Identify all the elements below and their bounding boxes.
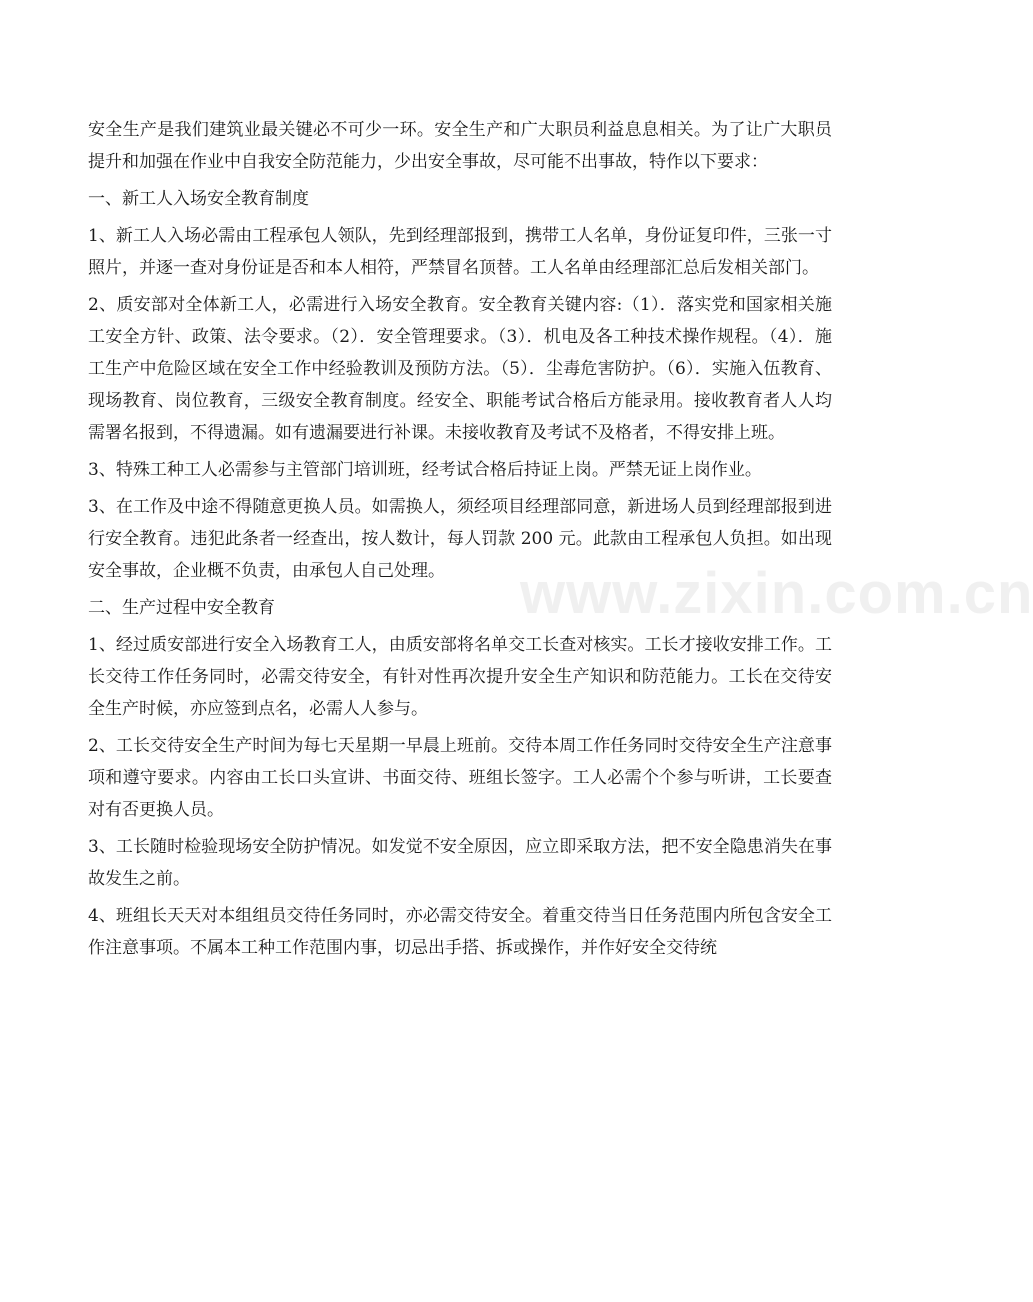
paragraph: 4、班组长天天对本组组员交待任务同时，亦必需交待安全。着重交待当日任务范围内所包含安全工作注意事项。不属本工种工作范围内事，切忌出手搭、拆或操作，并作好安全交待统	[88, 906, 832, 958]
watermark: www.zixin.com.cn	[520, 561, 1033, 626]
paragraph: 2、工长交待安全生产时间为每七天星期一早晨上班前。交待本周工作任务同时交待安全生产注意事项和遵守要求。内容由工长口头宣讲、书面交待、班组长签字。工人必需个个参与听讲，工长要查对有否更换人员。	[88, 736, 832, 820]
section-heading-1: 一、新工人入场安全教育制度	[88, 189, 309, 209]
paragraph: 3、工长随时检验现场安全防护情况。如发觉不安全原因，应立即采取方法，把不安全隐患消失在事故发生之前。	[88, 837, 832, 889]
paragraph: 3、特殊工种工人必需参与主管部门培训班，经考试合格后持证上岗。严禁无证上岗作业。	[88, 460, 762, 480]
intro-paragraph: 安全生产是我们建筑业最关键必不可少一环。安全生产和广大职员利益息息相关。为了让广大职员提升和加强在作业中自我安全防范能力，少出安全事故，尽可能不出事故，特作以下要求：	[88, 120, 832, 172]
paragraph: 1、新工人入场必需由工程承包人领队，先到经理部报到，携带工人名单，身份证复印件，三张一寸照片，并逐一查对身份证是否和本人相符，严禁冒名顶替。工人名单由经理部汇总后发相关部门。	[88, 226, 832, 278]
paragraph: 1、经过质安部进行安全入场教育工人，由质安部将名单交工长查对核实。工长才接收安排工作。工长交待工作任务同时，必需交待安全，有针对性再次提升安全生产知识和防范能力。工长在交待安全生产时候，亦应签到点名，必需人人参与。	[88, 635, 832, 719]
paragraph: 3、在工作及中途不得随意更换人员。如需换人，须经项目经理部同意，新进场人员到经理部报到进行安全教育。违犯此条者一经查出，按人数计，每人罚款 200 元。此款由工程承包人负担。如出现安全事故，企业概不负责，由承包人自己处理。	[88, 497, 832, 581]
paragraph: 2、质安部对全体新工人，必需进行入场安全教育。安全教育关键内容:（1）．落实党和国家相关施工安全方针、政策、法令要求。（2）．安全管理要求。（3）．机电及各工种技术操作规程。（4）．施工生产中危险区域在安全工作中经验教训及预防方法。（5）．尘毒危害防护。（6）．实施入伍教育、现场教育、岗位教育，三级安全教育制度。经安全、职能考试合格后方能录用。接收教育者人人均需署名报到，不得遗漏。如有遗漏要进行补课。未接收教育及考试不及格者，不得安排上班。	[88, 295, 832, 443]
section-heading-2: 二、生产过程中安全教育	[88, 598, 275, 618]
document-body	[88, 114, 832, 969]
